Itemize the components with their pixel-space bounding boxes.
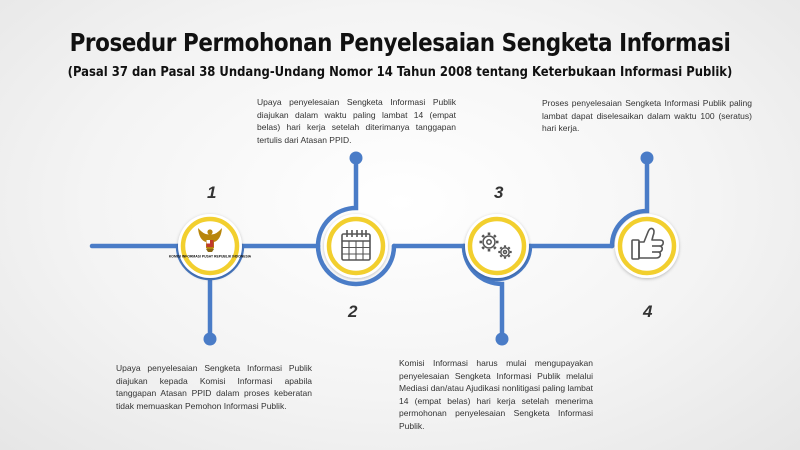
step-4-number: 4 (643, 302, 653, 321)
step-3-description: Komisi Informasi harus mulai mengupayakan penyelesaian Sengketa Informasi Publik melalui Mediasi dan/atau Ajudikasi nonlitigasi paling lambat 14 (empat belas) hari kerja setelah menerima permohonan penyelesaian Sengketa Informasi Publik. (399, 358, 593, 431)
step-3-number: 3 (494, 183, 504, 202)
step-4-description: Proses penyelesaian Sengketa Informasi Publik paling lambat dapat diselesaikan dalam waktu 100 (seratus) hari kerja. (542, 98, 752, 133)
step-2-number: 2 (348, 302, 358, 321)
timeline-dots (204, 152, 654, 346)
step-1-description: Upaya penyelesaian Sengketa Informasi Publik diajukan kepada Komisi Informasi apabila tanggapan Atasan PPID dalam proses keberatan tidak memuaskan Pemohon Informasi Publik. (116, 363, 312, 411)
step-1-number: 1 (207, 183, 217, 202)
step-2-description: Upaya penyelesaian Sengketa Informasi Publik diajukan dalam waktu paling lambat 14 (empat belas) hari kerja setelah diterimanya tanggapan tertulis dari Atasan PPID. (257, 97, 456, 145)
step-4-circle (615, 214, 679, 278)
step-3-circle (465, 214, 529, 278)
emblem-text: KOMISI INFORMASI PUSAT REPUBLIK INDONESIA (168, 254, 252, 259)
page-title: Prosedur Permohonan Penyelesaian Sengketa Informasi (69, 28, 731, 57)
page-subtitle: (Pasal 37 dan Pasal 38 Undang-Undang Nomor 14 Tahun 2008 tentang Keterbukaan Informasi Publik) (67, 64, 733, 80)
